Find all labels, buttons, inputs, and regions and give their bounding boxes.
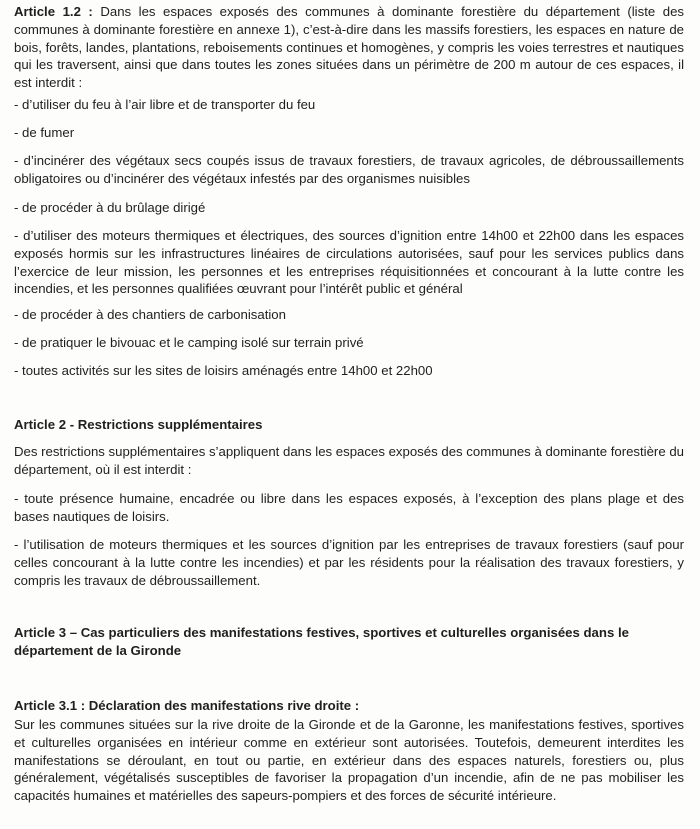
article-1-2-item: - de procéder à des chantiers de carbonisation [14, 307, 286, 322]
article-1-2-item: - de fumer [14, 125, 75, 140]
article-2-item: - l’utilisation de moteurs thermiques et les sources d’ignition par les entreprises de travaux forestiers (sauf pour celles concourant à la lutte contre les incendies) et par les résidents pour la réalisation des travaux forestiers, y compris les travaux de débroussaillement. [14, 537, 684, 588]
article-2-item: - toute présence humaine, encadrée ou libre dans les espaces exposés, à l’exception des plans plage et des bases nautiques de loisirs. [14, 491, 684, 524]
article-3-title: Article 3 – Cas particuliers des manifestations festives, sportives et culturelles organisées dans le département de la Gironde [14, 625, 629, 658]
article-1-2-item: - d’incinérer des végétaux secs coupés issus de travaux forestiers, de travaux agricoles, de débroussaillements obligatoires ou d’incinérer des végétaux infestés par des organismes nuisibles [14, 153, 684, 186]
article-1-2-item: - d’utiliser du feu à l’air libre et de transporter du feu [14, 97, 316, 112]
article-1-2-item: - d’utiliser des moteurs thermiques et électriques, des sources d’ignition entre 14h00 et 22h00 dans les espaces exposés hormis sur les infrastructures linéaires de circulations autorisées, sauf pour les services publics dans l’exercice de leur mission, les personnes et les entreprises réquisitionnées et concourant à la lutte contre les incendies, et les personnes qualifiées œuvrant pour l’intérêt public et général [14, 228, 684, 297]
article-3-1-title: Article 3.1 : Déclaration des manifestations rive droite : [14, 698, 360, 713]
article-1-2-paragraph [14, 3, 684, 92]
article-2-intro: Des restrictions supplémentaires s’appliquent dans les espaces exposés des communes à dominante forestière du département, où il est interdit : [14, 444, 684, 477]
article-1-2-item: - toutes activités sur les sites de loisirs aménagés entre 14h00 et 22h00 [14, 363, 433, 378]
article-1-2-label: Article 1.2 : [14, 4, 93, 19]
article-2-title: Article 2 - Restrictions supplémentaires [14, 417, 263, 432]
article-1-2-item: - de procéder à du brûlage dirigé [14, 200, 206, 215]
article-3-1-body: Sur les communes situées sur la rive droite de la Gironde et de la Garonne, les manifestations festives, sportives et culturelles organisées en intérieur comme en extérieur sont autorisées. Toutefois, demeurent interdites les manifestations se déroulant, en tout ou partie, en extérieur dans des espaces naturels, forestiers ou, plus généralement, végétalisés susceptibles de favoriser la propagation d’un incendie, afin de ne pas mobiliser les capacités humaines et matérielles des sapeurs-pompiers et des forces de sécurité intérieure. [14, 717, 684, 804]
article-1-2-intro: Dans les espaces exposés des communes à dominante forestière du département (liste des communes à dominante forestière en annexe 1), c’est-à-dire dans les massifs forestiers, les espaces en nature de bois, forêts, landes, plantations, reboisements continues et homogènes, y compris les voies terrestres et nautiques qui les traversent, ainsi que dans toutes les zones situées dans un périmètre de 200 m autour de ces espaces, il est interdit : [14, 4, 684, 91]
article-1-2-item: - de pratiquer le bivouac et le camping isolé sur terrain privé [14, 335, 364, 350]
